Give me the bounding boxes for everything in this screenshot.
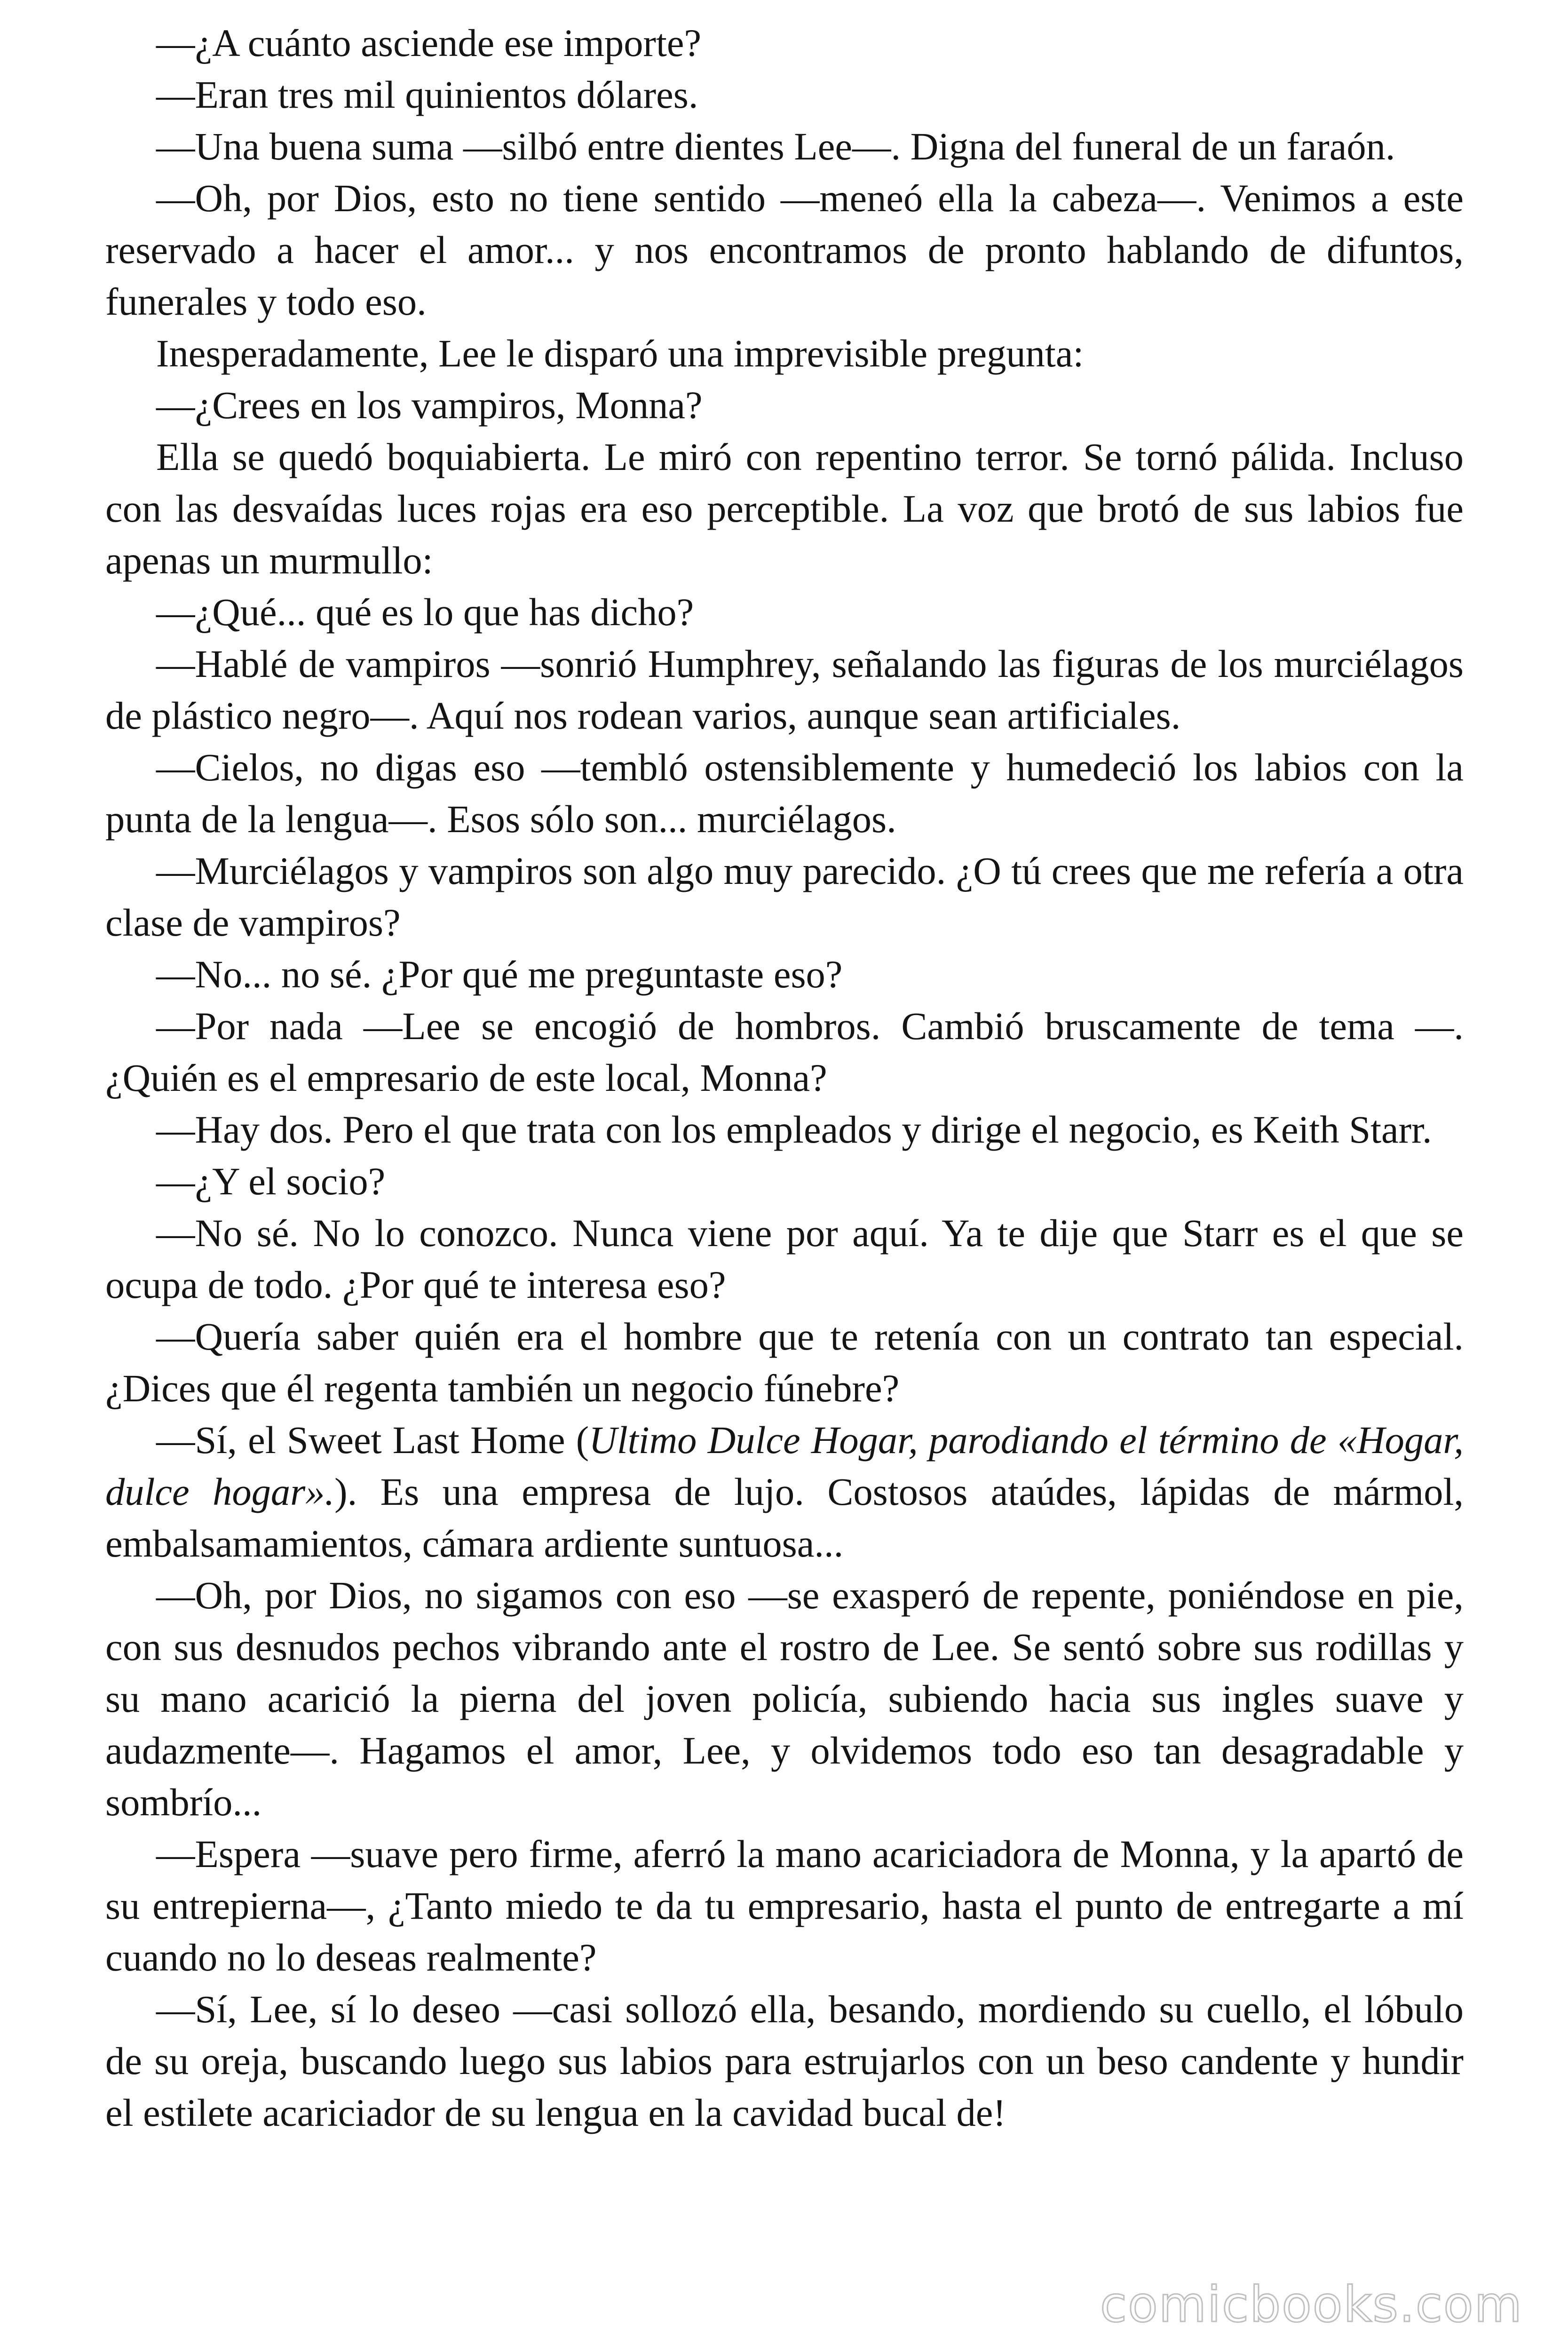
paragraph-4: —Oh, por Dios, esto no tiene sentido —meneó ella la cabeza—. Venimos a este reservado a hacer el amor... y nos encontramos de pronto hablando de difuntos, funerales y todo eso. (105, 176, 1464, 323)
paragraph-11: —Murciélagos y vampiros son algo muy parecido. ¿O tú crees que me refería a otra clase de vampiros? (105, 849, 1464, 944)
paragraph-3: —Una buena suma —silbó entre dientes Lee—. Digna del funeral de un faraón. (156, 125, 1395, 168)
paragraph-18 (105, 1414, 1464, 1569)
paragraph-13: —Por nada —Lee se encogió de hombros. Cambió bruscamente de tema —. ¿Quién es el empresario de este local, Monna? (105, 1004, 1464, 1099)
paragraph-5: Inesperadamente, Lee le disparó una imprevisible pregunta: (156, 332, 1084, 375)
paragraph-21: —Sí, Lee, sí lo deseo —casi sollozó ella, besando, mordiendo su cuello, el lóbulo de su oreja, buscando luego sus labios para estrujarlos con un beso candente y hundir el estilete acariciador de su lengua en la cavidad bucal de! (105, 1987, 1464, 2134)
paragraph-1: —¿A cuánto asciende ese importe? (156, 21, 702, 64)
paragraph-10: —Cielos, no digas eso —tembló ostensiblemente y humedeció los labios con la punta de la lengua—. Esos sólo son... murciélagos. (105, 746, 1464, 841)
paragraph-18-before: —Sí, el Sweet Last Home ( (156, 1418, 589, 1462)
paragraph-19: —Oh, por Dios, no sigamos con eso —se exasperó de repente, poniéndose en pie, con sus desnudos pechos vibrando ante el rostro de Lee. Se sentó sobre sus rodillas y su mano acarició la pierna del joven policía, subiendo hacia sus ingles suave y audazmente—. Hagamos el amor, Lee, y olvidemos todo eso tan desagradable y sombrío... (105, 1573, 1464, 1824)
paragraph-20: —Espera —suave pero firme, aferró la mano acariciadora de Monna, y la apartó de su entrepierna—, ¿Tanto miedo te da tu empresario, hasta el punto de entregarte a mí cuando no lo deseas realmente? (105, 1832, 1464, 1979)
paragraph-16: —No sé. No lo conozco. Nunca viene por aquí. Ya te dije que Starr es el que se ocupa de todo. ¿Por qué te interesa eso? (105, 1211, 1464, 1306)
paragraph-18-after: ). Es una empresa de lujo. Costosos ataúdes, lápidas de mármol, embalsamamientos, cámara ardiente suntuosa... (105, 1470, 1464, 1565)
paragraph-18-italic-aside: Ultimo Dulce Hogar, parodiando el término de «Hogar, dulce hogar». (105, 1418, 1464, 1513)
paragraph-9: —Hablé de vampiros —sonrió Humphrey, señalando las figuras de los murciélagos de plástico negro—. Aquí nos rodean varios, aunque sean artificiales. (105, 642, 1464, 737)
paragraph-8: —¿Qué... qué es lo que has dicho? (156, 590, 694, 634)
paragraph-7: Ella se quedó boquiabierta. Le miró con repentino terror. Se tornó pálida. Incluso con las desvaídas luces rojas era eso perceptible. La voz que brotó de sus labios fue apenas un murmullo: (105, 435, 1464, 582)
paragraph-12: —No... no sé. ¿Por qué me preguntaste eso? (156, 953, 843, 996)
paragraph-2: —Eran tres mil quinientos dólares. (156, 73, 698, 116)
paragraph-14: —Hay dos. Pero el que trata con los empleados y dirige el negocio, es Keith Starr. (156, 1108, 1432, 1151)
paragraph-15: —¿Y el socio? (156, 1160, 386, 1203)
paragraph-17: —Quería saber quién era el hombre que te retenía con un contrato tan especial. ¿Dices que él regenta también un negocio fúnebre? (105, 1315, 1464, 1410)
watermark-text: comicbooks.com (1100, 2276, 1523, 2333)
paragraph-6: —¿Crees en los vampiros, Monna? (156, 383, 703, 427)
book-page (105, 17, 1464, 2138)
